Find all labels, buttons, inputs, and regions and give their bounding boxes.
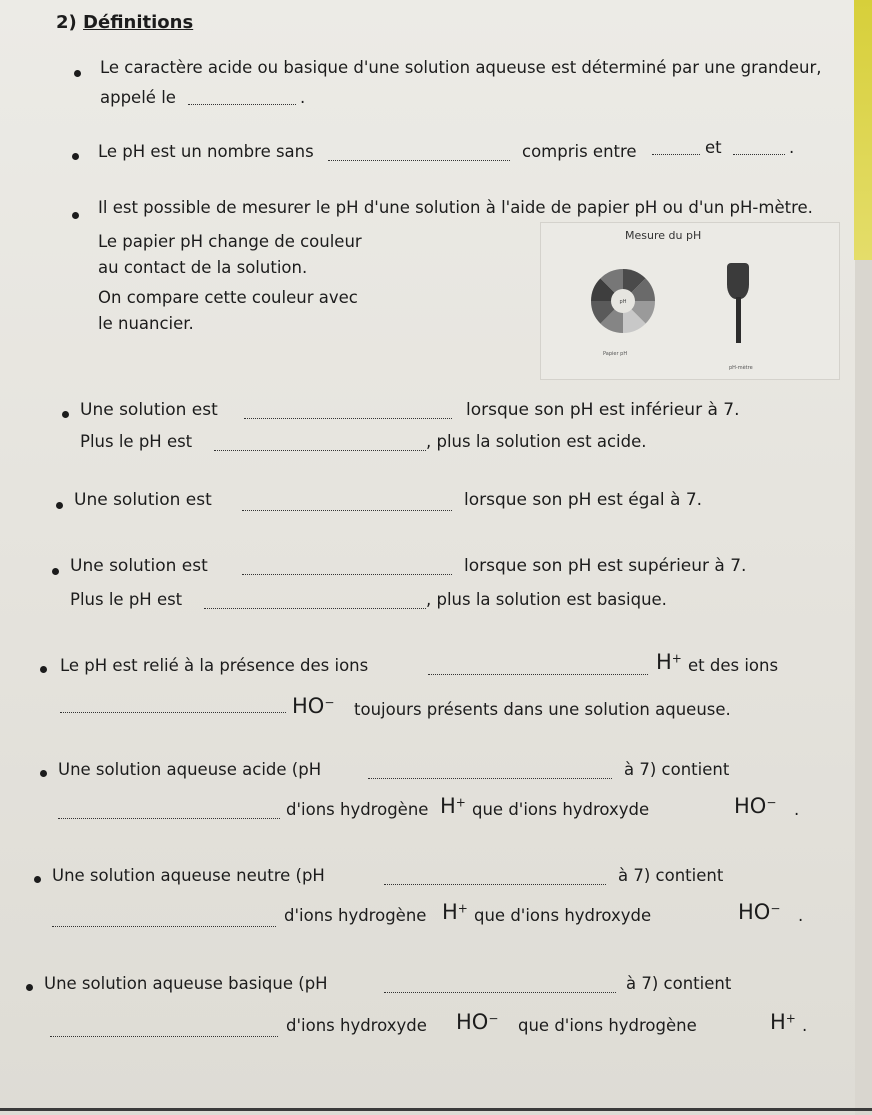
answer-blank[interactable] bbox=[242, 574, 452, 575]
text-basique-c: Plus le pH est bbox=[70, 590, 183, 609]
punctuation: . bbox=[802, 1016, 808, 1035]
bullet bbox=[72, 153, 79, 160]
text-acide-b: lorsque son pH est inférieur à 7. bbox=[466, 400, 740, 420]
text-basique-ions-d: que d'ions hydrogène bbox=[518, 1016, 697, 1035]
background-edge bbox=[854, 0, 872, 260]
text-mesure-line1: Il est possible de mesurer le pH d'une solution à l'aide de papier pH ou d'un pH-mètre. bbox=[98, 198, 813, 217]
caption-paper: Papier pH bbox=[603, 351, 628, 357]
ion-hydroxide: HO− bbox=[734, 794, 777, 818]
answer-blank[interactable] bbox=[214, 450, 426, 451]
text-basique-ions-c: d'ions hydroxyde bbox=[286, 1016, 427, 1035]
text-ph-range: Le pH est un nombre sans bbox=[98, 142, 314, 161]
text-mesure-line4: On compare cette couleur avec bbox=[98, 288, 358, 307]
text-basique-ions-a: Une solution aqueuse basique (pH bbox=[44, 974, 328, 993]
ph-meter-icon bbox=[727, 263, 749, 299]
bullet bbox=[72, 212, 79, 219]
page-bottom-edge bbox=[0, 1108, 872, 1111]
bullet bbox=[40, 770, 47, 777]
punctuation: . bbox=[300, 88, 306, 107]
text-neutre-a: Une solution est bbox=[74, 490, 212, 510]
text-acide-ions-b: à 7) contient bbox=[624, 760, 730, 779]
bullet bbox=[74, 70, 81, 77]
text-neutre-b: lorsque son pH est égal à 7. bbox=[464, 490, 703, 510]
text-neutre-ions-c: d'ions hydrogène bbox=[284, 906, 427, 925]
answer-blank[interactable] bbox=[60, 712, 286, 713]
ion-hydroxide: HO− bbox=[292, 694, 335, 718]
answer-blank[interactable] bbox=[58, 818, 280, 819]
answer-blank[interactable] bbox=[384, 992, 616, 993]
ph-color-chart bbox=[589, 267, 657, 335]
bullet bbox=[56, 502, 63, 509]
section-number: 2) bbox=[56, 12, 77, 33]
bullet bbox=[40, 666, 47, 673]
ph-measurement-figure bbox=[540, 222, 840, 380]
text-neutre-ions-b: à 7) contient bbox=[618, 866, 724, 885]
ion-hydrogen: H+ bbox=[440, 794, 466, 818]
section-heading bbox=[56, 12, 193, 33]
answer-blank[interactable] bbox=[328, 160, 510, 161]
text-acide-ions-c: d'ions hydrogène bbox=[286, 800, 429, 819]
answer-blank[interactable] bbox=[733, 154, 785, 155]
answer-blank[interactable] bbox=[428, 674, 648, 675]
section-title: Définitions bbox=[83, 12, 194, 33]
answer-blank[interactable] bbox=[384, 884, 606, 885]
ph-meter-probe bbox=[736, 297, 741, 343]
ion-hydrogen: H+ bbox=[770, 1010, 796, 1034]
text-acide-d: , plus la solution est acide. bbox=[426, 432, 647, 451]
punctuation: . bbox=[798, 906, 804, 925]
text-mesure-line5: le nuancier. bbox=[98, 314, 194, 333]
bullet bbox=[34, 876, 41, 883]
figure-title: Mesure du pH bbox=[625, 229, 702, 242]
text-acide-c: Plus le pH est bbox=[80, 432, 193, 451]
text-acide-ions-a: Une solution aqueuse acide (pH bbox=[58, 760, 322, 779]
answer-blank[interactable] bbox=[52, 926, 276, 927]
text-neutre-ions-d: que d'ions hydroxyde bbox=[474, 906, 652, 925]
text-ions-b: et des ions bbox=[688, 656, 779, 675]
answer-blank[interactable] bbox=[204, 608, 426, 609]
ion-hydrogen: H+ bbox=[656, 650, 682, 674]
answer-blank[interactable] bbox=[368, 778, 612, 779]
text-basique-b: lorsque son pH est supérieur à 7. bbox=[464, 556, 747, 576]
text-grandeur-line1: Le caractère acide ou basique d'une solution aqueuse est déterminé par une grandeur, bbox=[100, 58, 822, 77]
caption-meter: pH-mètre bbox=[729, 365, 753, 371]
text-mesure-line2: Le papier pH change de couleur bbox=[98, 232, 362, 251]
ion-hydrogen: H+ bbox=[442, 900, 468, 924]
answer-blank[interactable] bbox=[242, 510, 452, 511]
text-mesure-line3: au contact de la solution. bbox=[98, 258, 308, 277]
answer-blank[interactable] bbox=[50, 1036, 278, 1037]
wheel-label: pH bbox=[619, 299, 627, 305]
text-basique-d: , plus la solution est basique. bbox=[426, 590, 667, 609]
text-ions-a: Le pH est relié à la présence des ions bbox=[60, 656, 369, 675]
text-et: et bbox=[705, 138, 722, 157]
punctuation: . bbox=[794, 800, 800, 819]
answer-blank[interactable] bbox=[244, 418, 452, 419]
bullet bbox=[52, 568, 59, 575]
text-grandeur-line2: appelé le bbox=[100, 88, 176, 107]
ion-hydroxide: HO− bbox=[738, 900, 781, 924]
answer-blank[interactable] bbox=[188, 104, 296, 105]
text-acide-ions-d: que d'ions hydroxyde bbox=[472, 800, 650, 819]
text-basique-ions-b: à 7) contient bbox=[626, 974, 732, 993]
punctuation: . bbox=[789, 138, 795, 157]
ion-hydroxide: HO− bbox=[456, 1010, 499, 1034]
text-basique-a: Une solution est bbox=[70, 556, 208, 576]
bullet bbox=[26, 984, 33, 991]
text-compris-entre: compris entre bbox=[522, 142, 637, 161]
text-neutre-ions-a: Une solution aqueuse neutre (pH bbox=[52, 866, 325, 885]
bullet bbox=[62, 411, 69, 418]
text-ions-c: toujours présents dans une solution aqueuse. bbox=[354, 700, 731, 719]
text-acide-a: Une solution est bbox=[80, 400, 218, 420]
answer-blank[interactable] bbox=[652, 154, 700, 155]
